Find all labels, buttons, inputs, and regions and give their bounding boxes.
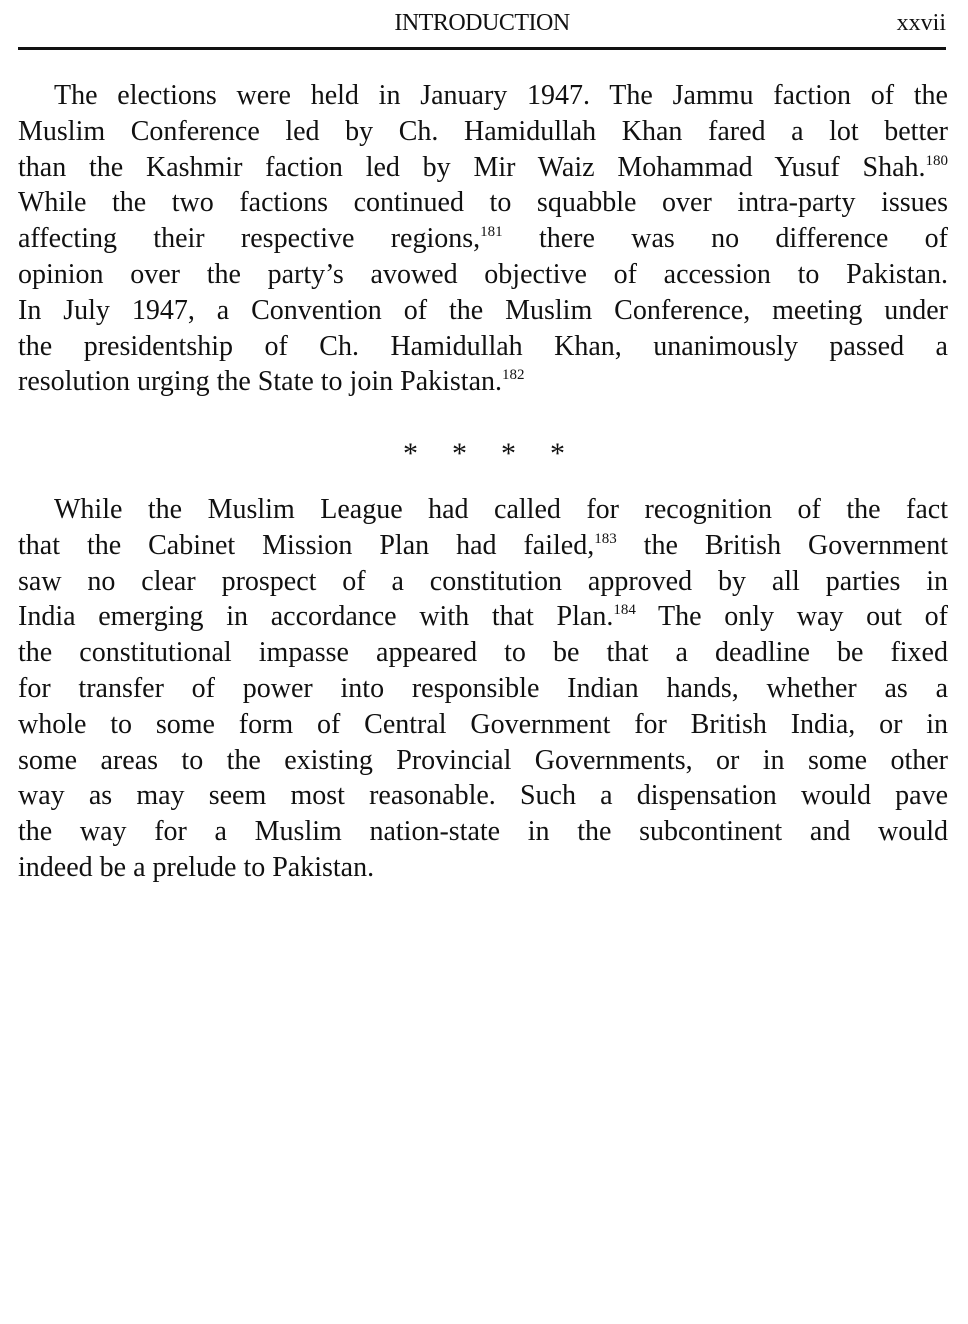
- asterisk-mark: *: [452, 437, 467, 470]
- text-line: for transfer of power into responsible Indian hands, whether as a: [18, 672, 948, 704]
- footnote-ref: 180: [925, 152, 948, 169]
- text-line: The elections were held in January 1947. The Jammu faction of the: [54, 80, 948, 111]
- text-line: resolution urging the State to join Pakistan.$^{182}$: [18, 366, 525, 398]
- text-line: that the Cabinet Mission Plan had failed,$^{183}$ the British Government: [18, 529, 948, 561]
- text-line: whole to some form of Central Government for British India, or in: [18, 708, 948, 740]
- text-line: Muslim Conference led by Ch. Hamidullah Khan fared a lot better: [18, 115, 948, 147]
- text-line: some areas to the existing Provincial Governments, or in some other: [18, 744, 948, 776]
- text-line: saw no clear prospect of a constitution approved by all parties in: [18, 565, 948, 597]
- running-head: [18, 8, 946, 40]
- text-line: India emerging in accordance with that Plan.$^{184}$ The only way out of: [18, 601, 948, 633]
- page-number: xxvii: [896, 10, 946, 36]
- section-separator: [0, 436, 968, 472]
- chapter-title: INTRODUCTION: [394, 10, 570, 36]
- text-line: the constitutional impasse appeared to be that a deadline be fixed: [18, 637, 948, 669]
- text-line: While the two factions continued to squabble over intra-party issues: [18, 187, 948, 219]
- asterisk-mark: *: [550, 437, 565, 470]
- footnote-ref: 181: [480, 224, 503, 241]
- text-line: affecting their respective regions,$^{181}$ there was no difference of: [18, 223, 948, 255]
- text-line: the presidentship of Ch. Hamidullah Khan, unanimously passed a: [18, 330, 948, 362]
- footnote-ref: 183: [594, 530, 617, 547]
- text-line: way as may seem most reasonable. Such a dispensation would pave: [18, 780, 948, 812]
- text-line: indeed be a prelude to Pakistan.: [18, 851, 375, 883]
- footnote-ref: 184: [613, 602, 636, 619]
- asterisk-mark: *: [501, 437, 516, 470]
- text-line: While the Muslim League had called for recognition of the fact: [54, 494, 948, 525]
- footnote-ref: 182: [502, 367, 525, 384]
- header-rule: [18, 47, 946, 50]
- text-line: the way for a Muslim nation-state in the subcontinent and would: [18, 816, 948, 848]
- paragraph-cabinet-mission: [18, 492, 948, 886]
- text-line: In July 1947, a Convention of the Muslim Conference, meeting under: [18, 294, 948, 326]
- paragraph-elections: [18, 78, 948, 400]
- text-line: opinion over the party’s avowed objective of accession to Pakistan.: [18, 258, 948, 290]
- text-line: than the Kashmir faction led by Mir Waiz Mohammad Yusuf Shah.$^{180}$: [18, 151, 948, 183]
- asterisk-mark: *: [403, 437, 418, 470]
